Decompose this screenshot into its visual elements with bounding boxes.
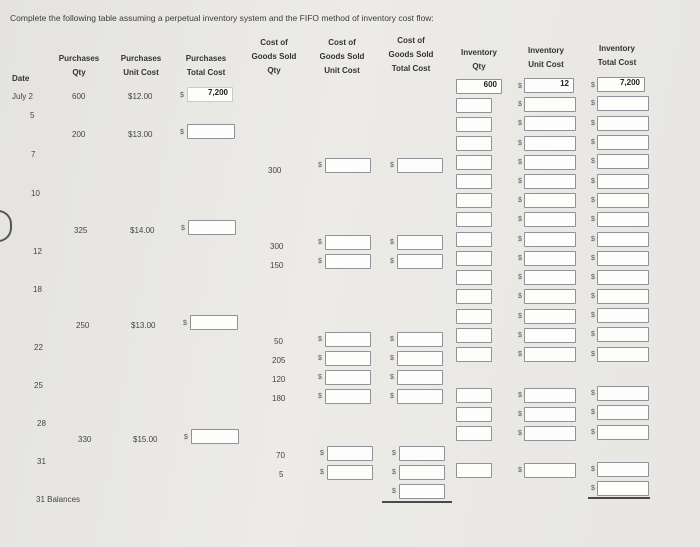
purchase-total-cost-input[interactable] bbox=[188, 220, 236, 235]
dollar-sign: $ bbox=[518, 392, 522, 399]
inventory-qty-input[interactable] bbox=[456, 463, 492, 478]
cogs-unit-cost-input[interactable] bbox=[325, 370, 371, 385]
dollar-sign: $ bbox=[318, 393, 322, 400]
date-label: 28 bbox=[37, 419, 46, 428]
inventory-qty-input[interactable] bbox=[456, 309, 492, 324]
dollar-sign: $ bbox=[591, 236, 595, 243]
inventory-qty-input[interactable] bbox=[456, 328, 492, 343]
inventory-total-cost-input[interactable] bbox=[597, 193, 649, 208]
inventory-unit-cost-input[interactable] bbox=[524, 136, 576, 151]
cogs-unit-cost-input[interactable] bbox=[325, 158, 371, 173]
purchase-unit-cost: $15.00 bbox=[133, 435, 158, 444]
inventory-unit-cost-input[interactable] bbox=[524, 407, 576, 422]
date-label: 31 bbox=[37, 457, 46, 466]
date-label: 12 bbox=[33, 247, 42, 256]
inventory-unit-cost-input[interactable] bbox=[524, 193, 576, 208]
dollar-sign: $ bbox=[518, 255, 522, 262]
inventory-total-cost-input[interactable] bbox=[597, 289, 649, 304]
dollar-sign: $ bbox=[518, 197, 522, 204]
dollar-sign: $ bbox=[318, 239, 322, 246]
inventory-unit-cost-input[interactable] bbox=[524, 97, 576, 112]
cogs-qty: 300 bbox=[268, 166, 282, 175]
dollar-sign: $ bbox=[591, 390, 595, 397]
dollar-sign: $ bbox=[390, 162, 394, 169]
dollar-sign: $ bbox=[591, 351, 595, 358]
date-label: 18 bbox=[33, 285, 42, 294]
inventory-unit-cost-input[interactable] bbox=[524, 232, 576, 247]
inventory-total-cost-input[interactable] bbox=[597, 232, 649, 247]
inventory-qty-input[interactable] bbox=[456, 193, 492, 208]
cogs-qty: 300 bbox=[270, 242, 284, 251]
inventory-unit-cost-input[interactable] bbox=[524, 463, 576, 478]
inventory-qty-given: 600 bbox=[456, 79, 502, 94]
cogs-total-cost-input[interactable] bbox=[397, 389, 443, 404]
cogs-qty: 180 bbox=[272, 394, 286, 403]
dollar-sign: $ bbox=[518, 313, 522, 320]
dollar-sign: $ bbox=[518, 83, 522, 90]
purchase-qty: 250 bbox=[76, 321, 90, 330]
purchase-unit-cost: $13.00 bbox=[131, 321, 156, 330]
dollar-sign: $ bbox=[390, 336, 394, 343]
dollar-sign: $ bbox=[591, 485, 595, 492]
inventory-unit-cost-input[interactable] bbox=[524, 309, 576, 324]
header-cogs-total-cost: Cost of Goods Sold Total Cost bbox=[388, 36, 434, 73]
cogs-qty: 150 bbox=[270, 261, 284, 270]
dollar-sign: $ bbox=[392, 469, 396, 476]
date-label: 5 bbox=[30, 111, 35, 120]
dollar-sign: $ bbox=[518, 236, 522, 243]
cogs-qty: 5 bbox=[279, 470, 284, 479]
dollar-sign: $ bbox=[390, 374, 394, 381]
inventory-total-cost-given: 7,200 bbox=[597, 77, 645, 92]
purchase-qty: 330 bbox=[78, 435, 92, 444]
dollar-sign: $ bbox=[390, 239, 394, 246]
dollar-sign: $ bbox=[518, 159, 522, 166]
inventory-qty-input[interactable] bbox=[456, 388, 492, 403]
cogs-total-cost-input[interactable] bbox=[397, 351, 443, 366]
cogs-total-cost-input[interactable] bbox=[397, 332, 443, 347]
date-label: 7 bbox=[31, 150, 36, 159]
header-cogs-qty: Cost of Goods Sold Qty bbox=[251, 38, 297, 75]
inventory-unit-cost-input[interactable] bbox=[524, 426, 576, 441]
inventory-total-cost-input[interactable] bbox=[597, 327, 649, 342]
inventory-total-cost-input[interactable] bbox=[597, 135, 649, 150]
header-cogs-unit-cost: Cost of Goods Sold Unit Cost bbox=[319, 38, 365, 75]
cogs-total-cost-input[interactable] bbox=[399, 465, 445, 480]
inventory-total-cost-input[interactable] bbox=[597, 174, 649, 189]
inventory-qty-input[interactable] bbox=[456, 251, 492, 266]
header-date: Date bbox=[12, 74, 30, 83]
dollar-sign: $ bbox=[591, 409, 595, 416]
inventory-qty-input[interactable] bbox=[456, 289, 492, 304]
purchase-unit-cost: $14.00 bbox=[130, 226, 155, 235]
inventory-unit-cost-input[interactable] bbox=[524, 116, 576, 131]
purchase-unit-cost: $13.00 bbox=[128, 130, 153, 139]
inventory-total-cost-input[interactable] bbox=[597, 481, 649, 496]
purchase-qty: 200 bbox=[72, 130, 86, 139]
inventory-total-cost-input[interactable] bbox=[597, 251, 649, 266]
cogs-unit-cost-input[interactable] bbox=[325, 389, 371, 404]
dollar-sign: $ bbox=[518, 178, 522, 185]
dollar-sign: $ bbox=[181, 225, 185, 232]
header-purchases-total-cost: Purchases Total Cost bbox=[185, 54, 227, 77]
dollar-sign: $ bbox=[318, 374, 322, 381]
inventory-qty-input[interactable] bbox=[456, 117, 492, 132]
inventory-unit-cost-input[interactable] bbox=[524, 328, 576, 343]
dollar-sign: $ bbox=[591, 158, 595, 165]
inventory-qty-input[interactable] bbox=[456, 136, 492, 151]
dollar-sign: $ bbox=[591, 139, 595, 146]
cogs-unit-cost-input[interactable] bbox=[327, 465, 373, 480]
cogs-total-cost-input[interactable] bbox=[399, 446, 445, 461]
cogs-qty: 120 bbox=[272, 375, 286, 384]
inventory-unit-cost-input[interactable] bbox=[524, 212, 576, 227]
dollar-sign: $ bbox=[591, 82, 595, 89]
cogs-qty: 50 bbox=[274, 337, 283, 346]
cogs-total-cost-total-input[interactable] bbox=[399, 484, 445, 499]
inventory-total-cost-input[interactable] bbox=[597, 347, 649, 362]
purchase-qty: 600 bbox=[72, 92, 86, 101]
inventory-qty-input[interactable] bbox=[456, 174, 492, 189]
date-label: July 2 bbox=[12, 92, 33, 101]
inventory-total-cost-input[interactable] bbox=[597, 96, 649, 111]
inventory-unit-cost-input[interactable] bbox=[524, 270, 576, 285]
cogs-unit-cost-input[interactable] bbox=[327, 446, 373, 461]
date-label: 10 bbox=[31, 189, 40, 198]
total-underline bbox=[588, 497, 650, 499]
dollar-sign: $ bbox=[591, 293, 595, 300]
dollar-sign: $ bbox=[518, 411, 522, 418]
dollar-sign: $ bbox=[518, 293, 522, 300]
inventory-qty-input[interactable] bbox=[456, 155, 492, 170]
cogs-unit-cost-input[interactable] bbox=[325, 235, 371, 250]
cogs-total-cost-input[interactable] bbox=[397, 254, 443, 269]
dollar-sign: $ bbox=[518, 274, 522, 281]
dollar-sign: $ bbox=[518, 101, 522, 108]
dollar-sign: $ bbox=[184, 434, 188, 441]
purchase-total-cost-input[interactable] bbox=[191, 429, 239, 444]
inventory-unit-cost-input[interactable] bbox=[524, 388, 576, 403]
dollar-sign: $ bbox=[518, 430, 522, 437]
inventory-total-cost-input[interactable] bbox=[597, 154, 649, 169]
total-underline bbox=[382, 501, 452, 503]
dollar-sign: $ bbox=[518, 140, 522, 147]
inventory-qty-input[interactable] bbox=[456, 347, 492, 362]
purchase-qty: 325 bbox=[74, 226, 88, 235]
dollar-sign: $ bbox=[518, 351, 522, 358]
dollar-sign: $ bbox=[320, 469, 324, 476]
header-inventory-total-cost: Inventory Total Cost bbox=[597, 44, 637, 67]
dollar-sign: $ bbox=[318, 258, 322, 265]
inventory-unit-cost-input[interactable] bbox=[524, 347, 576, 362]
dollar-sign: $ bbox=[518, 332, 522, 339]
header-purchases-qty: Purchases Qty bbox=[58, 54, 100, 77]
dollar-sign: $ bbox=[318, 336, 322, 343]
dollar-sign: $ bbox=[591, 429, 595, 436]
inventory-total-cost-input[interactable] bbox=[597, 405, 649, 420]
date-label: 25 bbox=[34, 381, 43, 390]
purchase-unit-cost: $12.00 bbox=[128, 92, 153, 101]
inventory-total-cost-input[interactable] bbox=[597, 308, 649, 323]
inventory-qty-input[interactable] bbox=[456, 212, 492, 227]
inventory-total-cost-input[interactable] bbox=[597, 425, 649, 440]
inventory-qty-input[interactable] bbox=[456, 426, 492, 441]
purchase-total-cost-input[interactable] bbox=[190, 315, 238, 330]
inventory-total-cost-input[interactable] bbox=[597, 212, 649, 227]
inventory-qty-input[interactable] bbox=[456, 407, 492, 422]
inventory-unit-cost-input[interactable] bbox=[524, 155, 576, 170]
cogs-qty: 70 bbox=[276, 451, 285, 460]
dollar-sign: $ bbox=[318, 162, 322, 169]
balances-label: 31 Balances bbox=[36, 495, 81, 504]
cogs-total-cost-input[interactable] bbox=[397, 235, 443, 250]
instructions-text: Complete the following table assuming a perpetual inventory system and the FIFO method of inventory cost flow: bbox=[10, 13, 434, 23]
dollar-sign: $ bbox=[180, 129, 184, 136]
cogs-total-cost-input[interactable] bbox=[397, 158, 443, 173]
inventory-total-cost-input[interactable] bbox=[597, 270, 649, 285]
dollar-sign: $ bbox=[591, 216, 595, 223]
inventory-total-cost-input[interactable] bbox=[597, 386, 649, 401]
date-label: 22 bbox=[34, 343, 43, 352]
header-inventory-unit-cost: Inventory Unit Cost bbox=[527, 46, 564, 69]
dollar-sign: $ bbox=[183, 320, 187, 327]
dollar-sign: $ bbox=[591, 466, 595, 473]
dollar-sign: $ bbox=[392, 450, 396, 457]
inventory-total-cost-input[interactable] bbox=[597, 462, 649, 477]
dollar-sign: $ bbox=[591, 197, 595, 204]
dollar-sign: $ bbox=[180, 92, 184, 99]
cogs-unit-cost-input[interactable] bbox=[325, 332, 371, 347]
dollar-sign: $ bbox=[390, 258, 394, 265]
cogs-unit-cost-input[interactable] bbox=[325, 351, 371, 366]
purchase-total-cost-given: 7,200 bbox=[187, 87, 233, 102]
inventory-unit-cost-input[interactable] bbox=[524, 174, 576, 189]
cogs-qty: 205 bbox=[272, 356, 286, 365]
dollar-sign: $ bbox=[518, 467, 522, 474]
purchase-total-cost-input[interactable] bbox=[187, 124, 235, 139]
inventory-unit-cost-input[interactable] bbox=[524, 289, 576, 304]
inventory-unit-cost-input[interactable] bbox=[524, 251, 576, 266]
inventory-unit-cost-given: 12 bbox=[524, 78, 574, 93]
cogs-unit-cost-input[interactable] bbox=[325, 254, 371, 269]
inventory-qty-input[interactable] bbox=[456, 232, 492, 247]
dollar-sign: $ bbox=[390, 355, 394, 362]
dollar-sign: $ bbox=[392, 488, 396, 495]
dollar-sign: $ bbox=[591, 274, 595, 281]
dollar-sign: $ bbox=[591, 100, 595, 107]
inventory-qty-input[interactable] bbox=[456, 270, 492, 285]
crop-edge-decoration bbox=[0, 210, 12, 242]
dollar-sign: $ bbox=[591, 312, 595, 319]
dollar-sign: $ bbox=[591, 331, 595, 338]
dollar-sign: $ bbox=[390, 393, 394, 400]
dollar-sign: $ bbox=[591, 120, 595, 127]
dollar-sign: $ bbox=[318, 355, 322, 362]
inventory-total-cost-input[interactable] bbox=[597, 116, 649, 131]
cogs-total-cost-input[interactable] bbox=[397, 370, 443, 385]
header-purchases-unit-cost: Purchases Unit Cost bbox=[120, 54, 162, 77]
dollar-sign: $ bbox=[518, 120, 522, 127]
dollar-sign: $ bbox=[518, 216, 522, 223]
dollar-sign: $ bbox=[320, 450, 324, 457]
inventory-qty-input[interactable] bbox=[456, 98, 492, 113]
dollar-sign: $ bbox=[591, 255, 595, 262]
header-inventory-qty: Inventory Qty bbox=[460, 48, 497, 71]
dollar-sign: $ bbox=[591, 178, 595, 185]
